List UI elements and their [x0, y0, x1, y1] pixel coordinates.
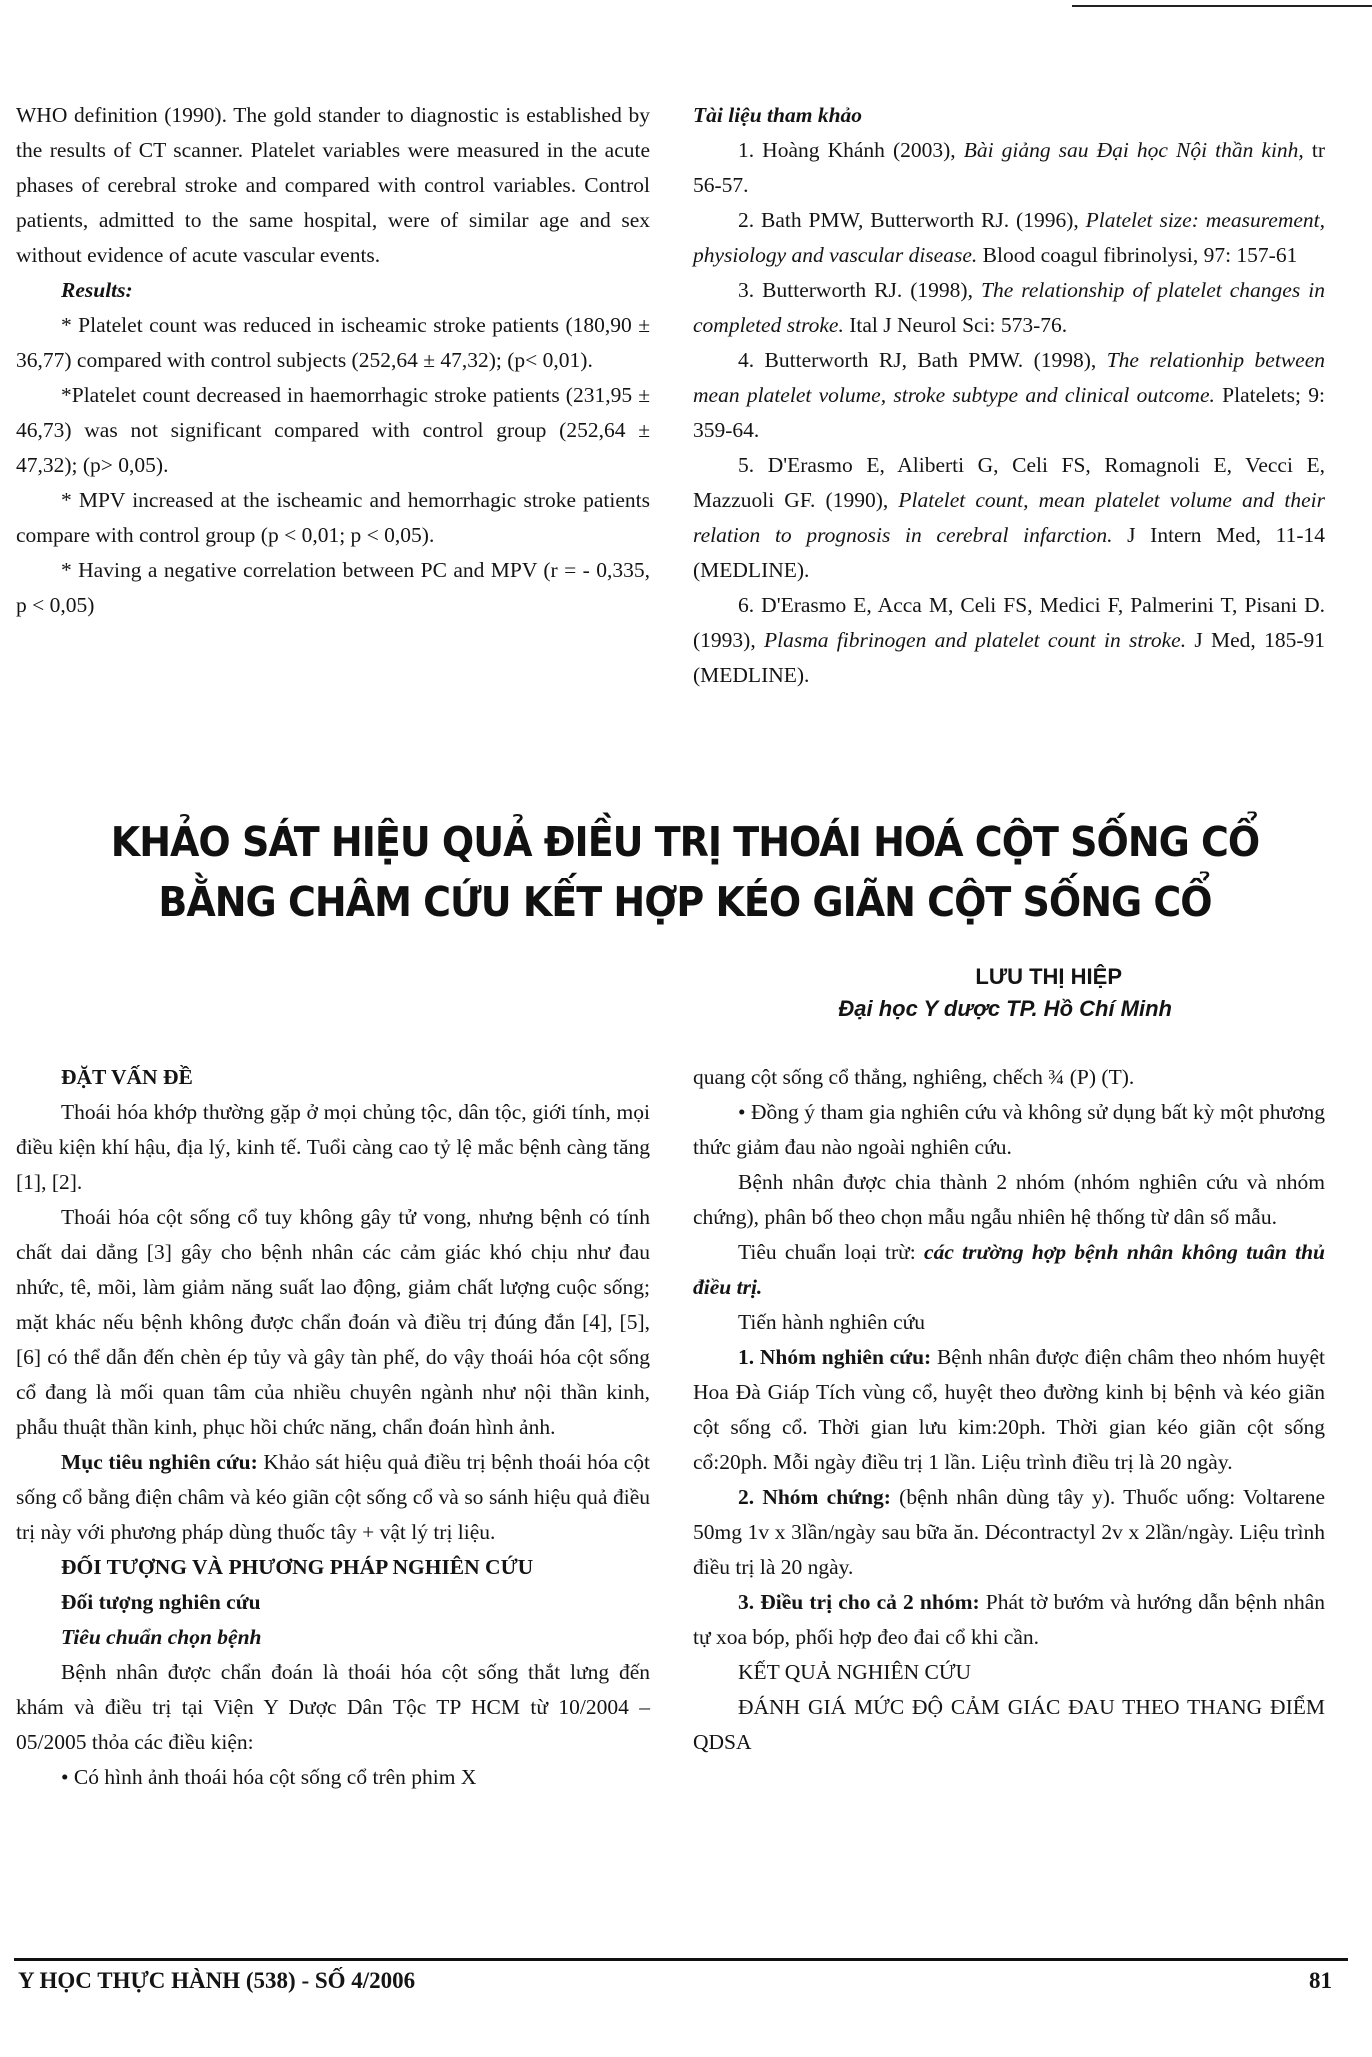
top-rule [1072, 5, 1372, 7]
page-number: 81 [1309, 1968, 1332, 1993]
paragraph: Bệnh nhân được chia thành 2 nhóm (nhóm nghiên cứu và nhóm chứng), phân bố theo chọn mẫu ngẫu nhiên hệ thống từ dân số mẫu. [693, 1170, 1325, 1229]
results-heading: Results: [61, 278, 133, 302]
footer-rule [14, 1958, 1348, 1961]
paragraph: Tiến hành nghiên cứu [738, 1310, 926, 1334]
paragraph: Thoái hóa cột sống cổ tuy không gây tử vong, nhưng bệnh có tính chất dai dẳng [3] gây cho bệnh nhân các cảm giác khó chịu như đau nhức, tê, mõi, làm giảm năng suất lao động, giảm chất lượng cuộc sống; mặt khác nếu bệnh không được chẩn đoán và điều trị đúng đắn [4], [5], [6] có thể dẫn đến chèn ép tủy và gây tàn phế, do vậy thoái hóa cột sống cổ đang là mối quan tâm của nhiều chuyên ngành như nội thần kinh, phẫu thuật thần kinh, phục hồi chức năng, chẩn đoán hình ảnh. [16, 1205, 650, 1439]
bullet-item: • Có hình ảnh thoái hóa cột sống cổ trên phim X [61, 1765, 477, 1789]
reference-item: 3. Butterworth RJ. (1998), The relationship of platelet changes in completed stroke. Ital J Neurol Sci: 573-76. [693, 278, 1325, 337]
result-item: * Platelet count was reduced in ischeamic stroke patients (180,90 ± 36,77) compared with control subjects (252,64 ± 47,32); (p< 0,01). [16, 313, 650, 372]
paragraph: 2. Nhóm chứng: (bệnh nhân dùng tây y). Thuốc uống: Voltarene 50mg 1v x 3lần/ngày sau bữa ăn. Décontractyl 2v x 2lần/ngày. Liệu trình điều trị là 20 ngày. [693, 1485, 1325, 1579]
paragraph: Bệnh nhân được chẩn đoán là thoái hóa cột sống thắt lưng đến khám và điều trị tại Viện Y Dược Dân Tộc TP HCM từ 10/2004 – 05/2005 thỏa các điều kiện: [16, 1660, 650, 1754]
paragraph: quang cột sống cổ thẳng, nghiêng, chếch ¾ (P) (T). [693, 1065, 1135, 1089]
section-heading: KẾT QUẢ NGHIÊN CỨU [738, 1660, 972, 1684]
reference-item: 4. Butterworth RJ, Bath PMW. (1998), The relationhip between mean platelet volume, stroke subtype and clinical outcome. Platelets; 9: 359-64. [693, 348, 1325, 442]
paragraph: Thoái hóa khớp thường gặp ở mọi chủng tộc, dân tộc, giới tính, mọi điều kiện khí hậu, địa lý, kinh tế. Tuổi càng cao tỷ lệ mắc bệnh càng tăng [1], [2]. [16, 1100, 650, 1194]
section-heading: ĐẶT VẤN ĐỀ [61, 1065, 193, 1089]
article-title-line1: KHẢO SÁT HIỆU QUẢ ĐIỀU TRỊ THOÁI HOÁ CỘT SỐNG CỔ [110, 818, 1260, 866]
journal-footer: Y HỌC THỰC HÀNH (538) - SỐ 4/2006 [18, 1968, 416, 1993]
author-affiliation: Đại học Y dược TP. Hồ Chí Minh [838, 996, 1172, 1021]
bullet-item: • Đồng ý tham gia nghiên cứu và không sử dụng bất kỳ một phương thức giảm đau nào ngoài nghiên cứu. [693, 1100, 1325, 1159]
result-item: * MPV increased at the ischeamic and hemorrhagic stroke patients compare with control group (p < 0,01; p < 0,05). [16, 488, 650, 547]
references-heading: Tài liệu tham khảo [693, 103, 863, 127]
paragraph: Tiêu chuẩn loại trừ: các trường hợp bệnh nhân không tuân thủ điều trị. [693, 1240, 1325, 1299]
reference-item: 6. D'Erasmo E, Acca M, Celi FS, Medici F, Palmerini T, Pisani D. (1993), Plasma fibrinogen and platelet count in stroke. J Med, 185-91 (MEDLINE). [693, 593, 1325, 687]
section-heading: ĐỐI TƯỢNG VÀ PHƯƠNG PHÁP NGHIÊN CỨU [61, 1555, 534, 1579]
result-item: * Having a negative correlation between PC and MPV (r = - 0,335, p < 0,05) [16, 558, 650, 617]
result-item: *Platelet count decreased in haemorrhagic stroke patients (231,95 ± 46,73) was not significant compared with control group (252,64 ± 47,32); (p> 0,05). [16, 383, 650, 477]
abstract-text: WHO definition (1990). The gold stander to diagnostic is established by the results of CT scanner. Platelet variables were measured in the acute phases of cerebral stroke and compared with control variables. Control patients, admitted to the same hospital, were of similar age and sex without evidence of acute vascular events. [16, 103, 650, 267]
reference-item: 2. Bath PMW, Butterworth RJ. (1996), Platelet size: measurement, physiology and vascular disease. Blood coagul fibrinolysi, 97: 157-61 [693, 208, 1325, 267]
subsection-heading: Tiêu chuẩn chọn bệnh [61, 1625, 262, 1649]
article-column-left [16, 1060, 650, 1795]
section-heading: ĐÁNH GIÁ MỨC ĐỘ CẢM GIÁC ĐAU THEO THANG ĐIỂM QDSA [693, 1695, 1325, 1754]
article-column-right [693, 1060, 1325, 1760]
author-name: LƯU THỊ HIỆP [975, 964, 1122, 989]
paragraph: 3. Điều trị cho cả 2 nhóm: Phát tờ bướm và hướng dẫn bệnh nhân tự xoa bóp, phối hợp đeo đai cổ khi cần. [693, 1590, 1326, 1649]
article-title-line2: BẰNG CHÂM CỨU KẾT HỢP KÉO GIÃN CỘT SỐNG CỔ [158, 878, 1212, 926]
subsection-heading: Đối tượng nghiên cứu [61, 1590, 261, 1614]
reference-item: 1. Hoàng Khánh (2003), Bài giảng sau Đại học Nội thần kinh, tr 56-57. [693, 138, 1325, 197]
english-abstract-column [16, 98, 650, 623]
references-column [693, 98, 1325, 693]
paragraph: 1. Nhóm nghiên cứu: Bệnh nhân được điện châm theo nhóm huyệt Hoa Đà Giáp Tích vùng cổ, huyệt theo đường kinh bị bệnh và kéo giãn cột sống cổ. Thời gian lưu kim:20ph. Thời gian kéo giãn cột sống cổ:20ph. Mỗi ngày điều trị 1 lần. Liệu trình điều trị là 20 ngày. [693, 1345, 1326, 1474]
paragraph: Mục tiêu nghiên cứu: Khảo sát hiệu quả điều trị bệnh thoái hóa cột sống cổ bằng điện châm và kéo giãn cột sống cổ và so sánh hiệu quả điều trị này với phương pháp dùng thuốc tây + vật lý trị liệu. [16, 1450, 650, 1544]
reference-item: 5. D'Erasmo E, Aliberti G, Celi FS, Romagnoli E, Vecci E, Mazzuoli GF. (1990), Platelet count, mean platelet volume and their relation to prognosis in cerebral infarction. J Intern Med, 11-14 (MEDLINE). [693, 453, 1325, 582]
